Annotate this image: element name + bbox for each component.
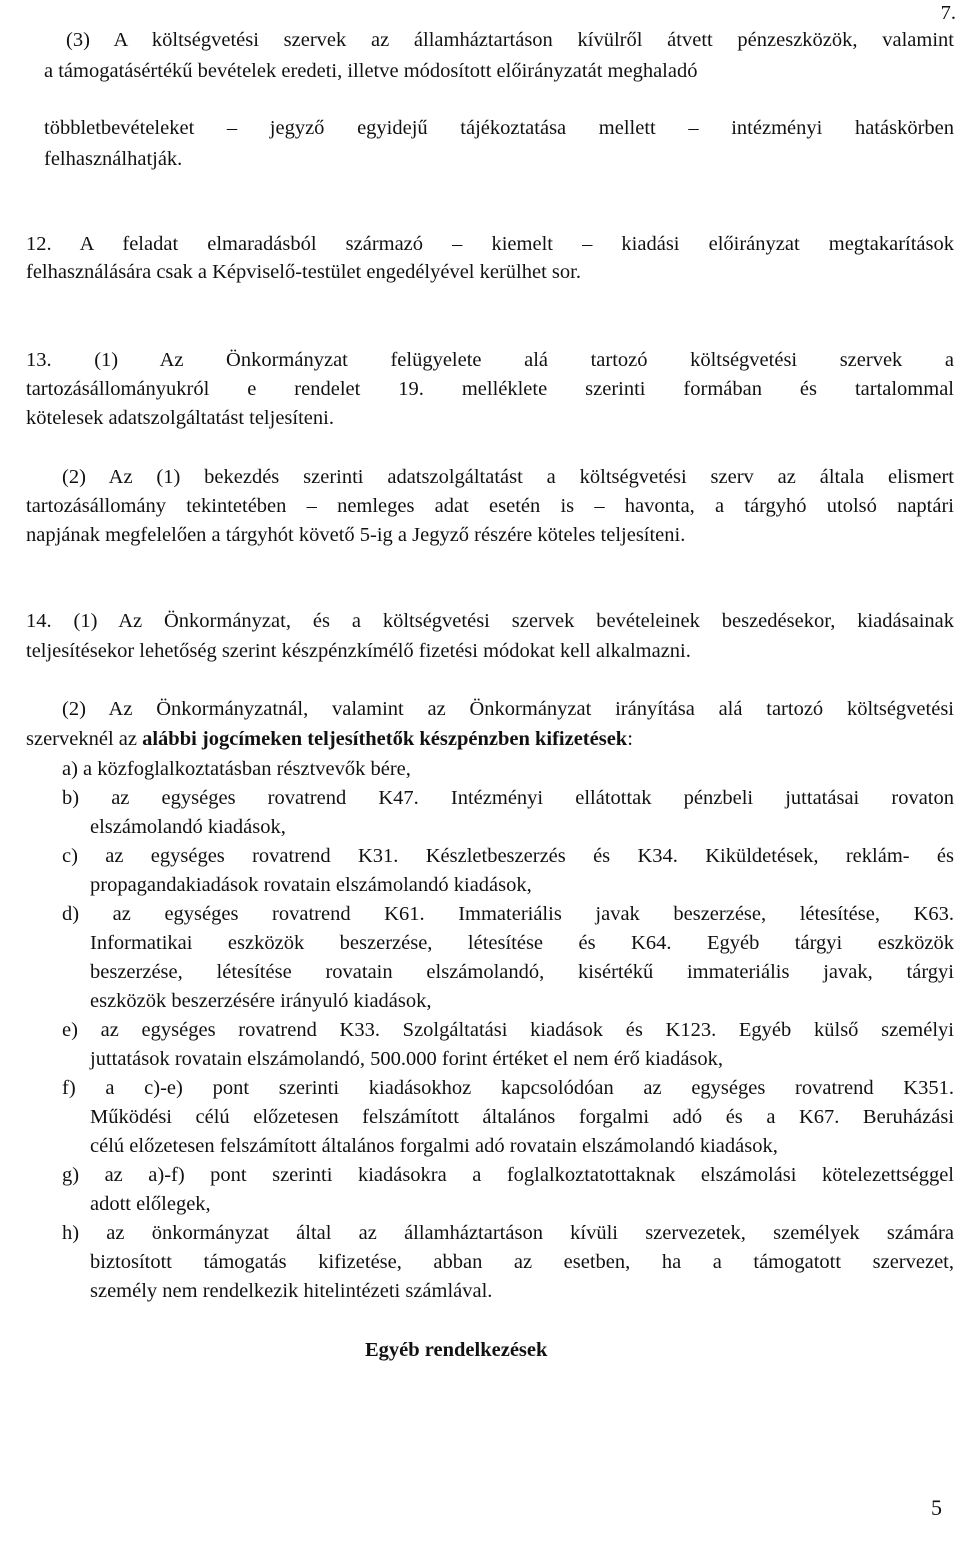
item-d-line-1: d) az egységes rovatrend K61. Immateriális javak beszerzése, létesítése, K63. [62, 903, 954, 925]
s13-p2-line-1: (2) Az (1) bekezdés szerinti adatszolgáltatást a költségvetési szerv az általa elismert [62, 466, 954, 488]
s12-line-2: felhasználására csak a Képviselő-testület engedélyével kerülhet sor. [26, 261, 581, 283]
page-section-marker: 7. [940, 2, 956, 24]
s14-p2-line-2-bold: alábbi jogcímeken teljesíthetők készpénzben kifizetések [142, 728, 628, 750]
item-f-line-2: Működési célú előzetesen felszámított általános forgalmi adó és a K67. Beruházási [90, 1106, 954, 1128]
s13-p1-line-3: kötelesek adatszolgáltatást teljesíteni. [26, 407, 334, 429]
s14-p1-line-2: teljesítésekor lehetőség szerint készpénzkímélő fizetési módokat kell alkalmazni. [26, 640, 691, 662]
s14-p1-line-1: 14. (1) Az Önkormányzat, és a költségvetési szervek bevételeinek beszedésekor, kiadásainak [26, 610, 954, 632]
item-h-line-1: h) az önkormányzat által az államháztartáson kívüli szervezetek, személyek számára [62, 1222, 954, 1244]
s13-p1-line-1: 13. (1) Az Önkormányzat felügyelete alá tartozó költségvetési szervek a [26, 349, 954, 371]
item-g-line-2: adott előlegek, [90, 1193, 211, 1215]
item-h-line-3: személy nem rendelkezik hitelintézeti számlával. [90, 1280, 493, 1302]
s12-line-1: 12. A feladat elmaradásból származó – kiemelt – kiadási előirányzat megtakarítások [26, 233, 954, 255]
item-g-line-1: g) az a)-f) pont szerinti kiadásokra a foglalkoztatottaknak elszámolási kötelezettséggel [62, 1164, 954, 1186]
s11-p3-line-4: felhasználhatják. [44, 148, 183, 170]
s13-p2-line-3: napjának megfelelően a tárgyhót követő 5-ig a Jegyző részére köteles teljesíteni. [26, 524, 686, 546]
item-f-line-3: célú előzetesen felszámított általános forgalmi adó rovatain elszámolandó kiadások, [90, 1135, 778, 1157]
s14-p2-line-2-post: : [627, 728, 633, 750]
item-b-line-2: elszámolandó kiadások, [90, 816, 286, 838]
item-e-line-2: juttatások rovatain elszámolandó, 500.000 forint értéket el nem érő kiadások, [90, 1048, 724, 1070]
item-e-line-1: e) az egységes rovatrend K33. Szolgáltatási kiadások és K123. Egyéb külső személyi [62, 1019, 954, 1041]
s11-p3-line-1: (3) A költségvetési szervek az államháztartáson kívülről átvett pénzeszközök, valamint [66, 29, 954, 51]
item-c-line-1: c) az egységes rovatrend K31. Készletbeszerzés és K34. Kiküldetések, reklám- és [62, 845, 954, 867]
item-d-line-2: Informatikai eszközök beszerzése, létesítése és K64. Egyéb tárgyi eszközök [90, 932, 954, 954]
s14-p2-line-1: (2) Az Önkormányzatnál, valamint az Önkormányzat irányítása alá tartozó költségvetési [62, 698, 954, 720]
s14-p2-line-2 [26, 726, 633, 752]
item-f-line-1: f) a c)-e) pont szerinti kiadásokhoz kapcsolódóan az egységes rovatrend K351. [62, 1077, 954, 1099]
s14-p2-line-2-pre: szerveknél az [26, 728, 143, 750]
item-a-line-1: a) a közfoglalkoztatásban résztvevők bére, [62, 758, 411, 780]
item-b-line-1: b) az egységes rovatrend K47. Intézményi ellátottak pénzbeli juttatásai rovaton [62, 787, 954, 809]
item-d-line-3: beszerzése, létesítése rovatain elszámolandó, kisértékű immateriális javak, tárgyi [90, 961, 954, 983]
s11-p3-line-2: a támogatásértékű bevételek eredeti, illetve módosított előirányzatát meghaladó [44, 60, 698, 82]
item-h-line-2: biztosított támogatás kifizetése, abban az esetben, ha a támogatott szervezet, [90, 1251, 954, 1273]
heading-other-provisions: Egyéb rendelkezések [365, 1339, 548, 1361]
s13-p1-line-2: tartozásállományukról e rendelet 19. melléklete szerinti formában és tartalommal [26, 378, 954, 400]
s13-p2-line-2: tartozásállomány tekintetében – nemleges adat esetén is – havonta, a tárgyhó utolsó naptári [26, 495, 954, 517]
page-number: 5 [931, 1495, 942, 1520]
item-d-line-4: eszközök beszerzésére irányuló kiadások, [90, 990, 432, 1012]
s11-p3-line-3: többletbevételeket – jegyző egyidejű tájékoztatása mellett – intézményi hatáskörben [44, 117, 954, 139]
item-c-line-2: propagandakiadások rovatain elszámolandó kiadások, [90, 874, 532, 896]
